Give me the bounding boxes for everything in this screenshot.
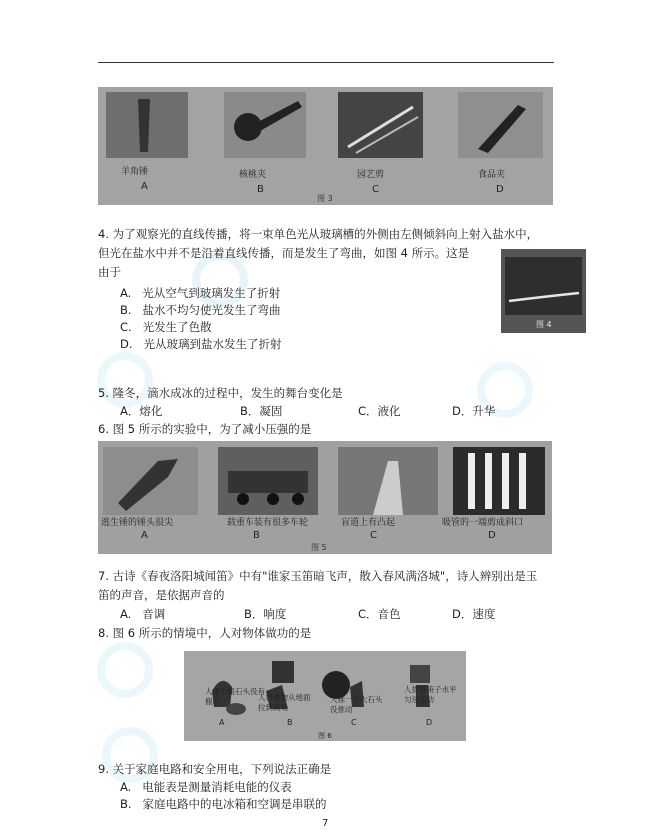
- q4-option-b: [120, 302, 281, 318]
- q4-option-c: [120, 319, 212, 335]
- page-number: 7: [322, 818, 329, 829]
- q7-option-c: [358, 606, 401, 622]
- q5-option-a: A．熔化: [120, 404, 163, 418]
- q5-option-b: B．凝固: [240, 404, 283, 418]
- fig6-label-d: 人提着箱子水平匀速运动: [404, 685, 457, 704]
- fig3-letter-a: A: [141, 181, 148, 192]
- q4-option-b-key: B.: [120, 303, 132, 317]
- q7-stem-line2: 笛的声音，是依据声音的: [98, 588, 225, 602]
- fig5-label-d: 吸管的一端剪成斜口: [442, 518, 524, 528]
- q4-option-a: [120, 285, 280, 301]
- fig5-letter-a: A: [141, 530, 148, 541]
- fig3-label-b: 核桃夹: [239, 170, 267, 180]
- fig6-label-c: 人推一块大石头没推动: [330, 695, 383, 714]
- q5-stem: 5. 隆冬，滴水成冰的过程中，发生的舞台变化是: [98, 386, 343, 400]
- q5-option-d: D．升华: [452, 404, 496, 418]
- q6-stem: 6. 图 5 所示的实验中，为了减小压强的是: [98, 422, 312, 436]
- q4-option-d: [120, 336, 281, 352]
- header-rule: [98, 62, 554, 63]
- fig6-label-a: 人用力搬石头没有搬动: [205, 687, 265, 706]
- q7-option-d-text: 速度: [472, 607, 496, 621]
- q4-stem-line2: 但光在盐水中并不是沿着直线传播，而是发生了弯曲，如图 4 所示。这是: [98, 246, 470, 260]
- q9-option-a-key: A.: [120, 780, 132, 794]
- fig3-label-c: 园艺剪: [357, 170, 385, 180]
- fig5-letter-c: C: [370, 530, 377, 541]
- q7-option-a-text: 音调: [142, 607, 166, 621]
- q7-stem-line1: 7. 古诗《春夜洛阳城闻笛》中有"谁家玉笛暗飞声，散入春风满洛城"，诗人辨别出是玉: [98, 569, 538, 583]
- q9-stem: 9. 关于家庭电路和安全用电，下列说法正确是: [98, 762, 332, 776]
- q7-option-a: [120, 606, 165, 622]
- q4-option-c-key: C.: [120, 320, 132, 334]
- fig3-letter-d: D: [496, 184, 504, 195]
- fig3-label-d: 食品夹: [478, 170, 506, 180]
- fig6-letter-d: D: [426, 718, 433, 727]
- figure-3-photo: [98, 87, 553, 205]
- q4-option-a-key: A.: [120, 286, 132, 300]
- q9-option-a-text: 电能表是测量消耗电能的仪表: [142, 780, 292, 794]
- q7-option-b-text: 响度: [263, 607, 287, 621]
- watermark-logo: [95, 640, 155, 709]
- fig6-letter-c: C: [351, 718, 357, 727]
- figure-5-photo: [98, 441, 552, 554]
- q7-option-b-key: B．: [244, 607, 264, 621]
- q7-option-c-key: C．: [358, 607, 378, 621]
- q9-option-a: [120, 779, 292, 795]
- q5-option-c: C．液化: [358, 404, 401, 418]
- fig6-label-b: 人将重物从地面拉到高处: [258, 693, 311, 712]
- q7-option-b: [244, 606, 286, 622]
- fig5-caption: 图 5: [311, 543, 327, 552]
- fig3-letter-c: C: [372, 184, 379, 195]
- q4-option-c-text: 光发生了色散: [142, 320, 212, 334]
- q9-option-b-key: B.: [120, 797, 132, 811]
- q7-option-d-key: D．: [452, 607, 473, 621]
- fig4-caption: 图 4: [536, 320, 552, 329]
- q7-option-a-key: A.: [120, 607, 132, 621]
- fig6-letter-b: B: [287, 718, 293, 727]
- q8-stem: 8. 图 6 所示的情境中，人对物体做功的是: [98, 626, 312, 640]
- fig6-letter-a: A: [219, 718, 225, 727]
- fig6-caption: 图 6: [318, 732, 332, 740]
- fig5-label-b: 载重车装有很多车轮: [227, 518, 309, 528]
- q4-option-b-text: 盐水不均匀使光发生了弯曲: [142, 303, 281, 317]
- fig5-letter-b: B: [253, 530, 260, 541]
- fig5-letter-d: D: [488, 530, 496, 541]
- q4-option-d-text: 光从玻璃到盐水发生了折射: [143, 337, 282, 351]
- fig3-caption: 图 3: [317, 194, 333, 203]
- fig5-label-a: 逃生锤的锤头很尖: [101, 518, 174, 528]
- q4-option-a-text: 光从空气到玻璃发生了折射: [142, 286, 281, 300]
- q9-option-b-text: 家庭电路中的电冰箱和空调是串联的: [142, 797, 327, 811]
- q4-stem-line1: 4. 为了观察光的直线传播，将一束单色光从玻璃槽的外侧由左侧倾斜向上射入盐水中，: [98, 227, 539, 241]
- q4-stem-line3: 由于: [98, 265, 121, 279]
- fig3-label-a: 羊角锤: [121, 167, 149, 177]
- q7-option-d: [452, 606, 495, 622]
- fig3-letter-b: B: [257, 184, 264, 195]
- q4-option-d-key: D.: [120, 337, 133, 351]
- fig5-label-c: 盲道上有凸起: [341, 518, 396, 528]
- q7-option-c-text: 音色: [377, 607, 401, 621]
- q9-option-b: [120, 796, 327, 812]
